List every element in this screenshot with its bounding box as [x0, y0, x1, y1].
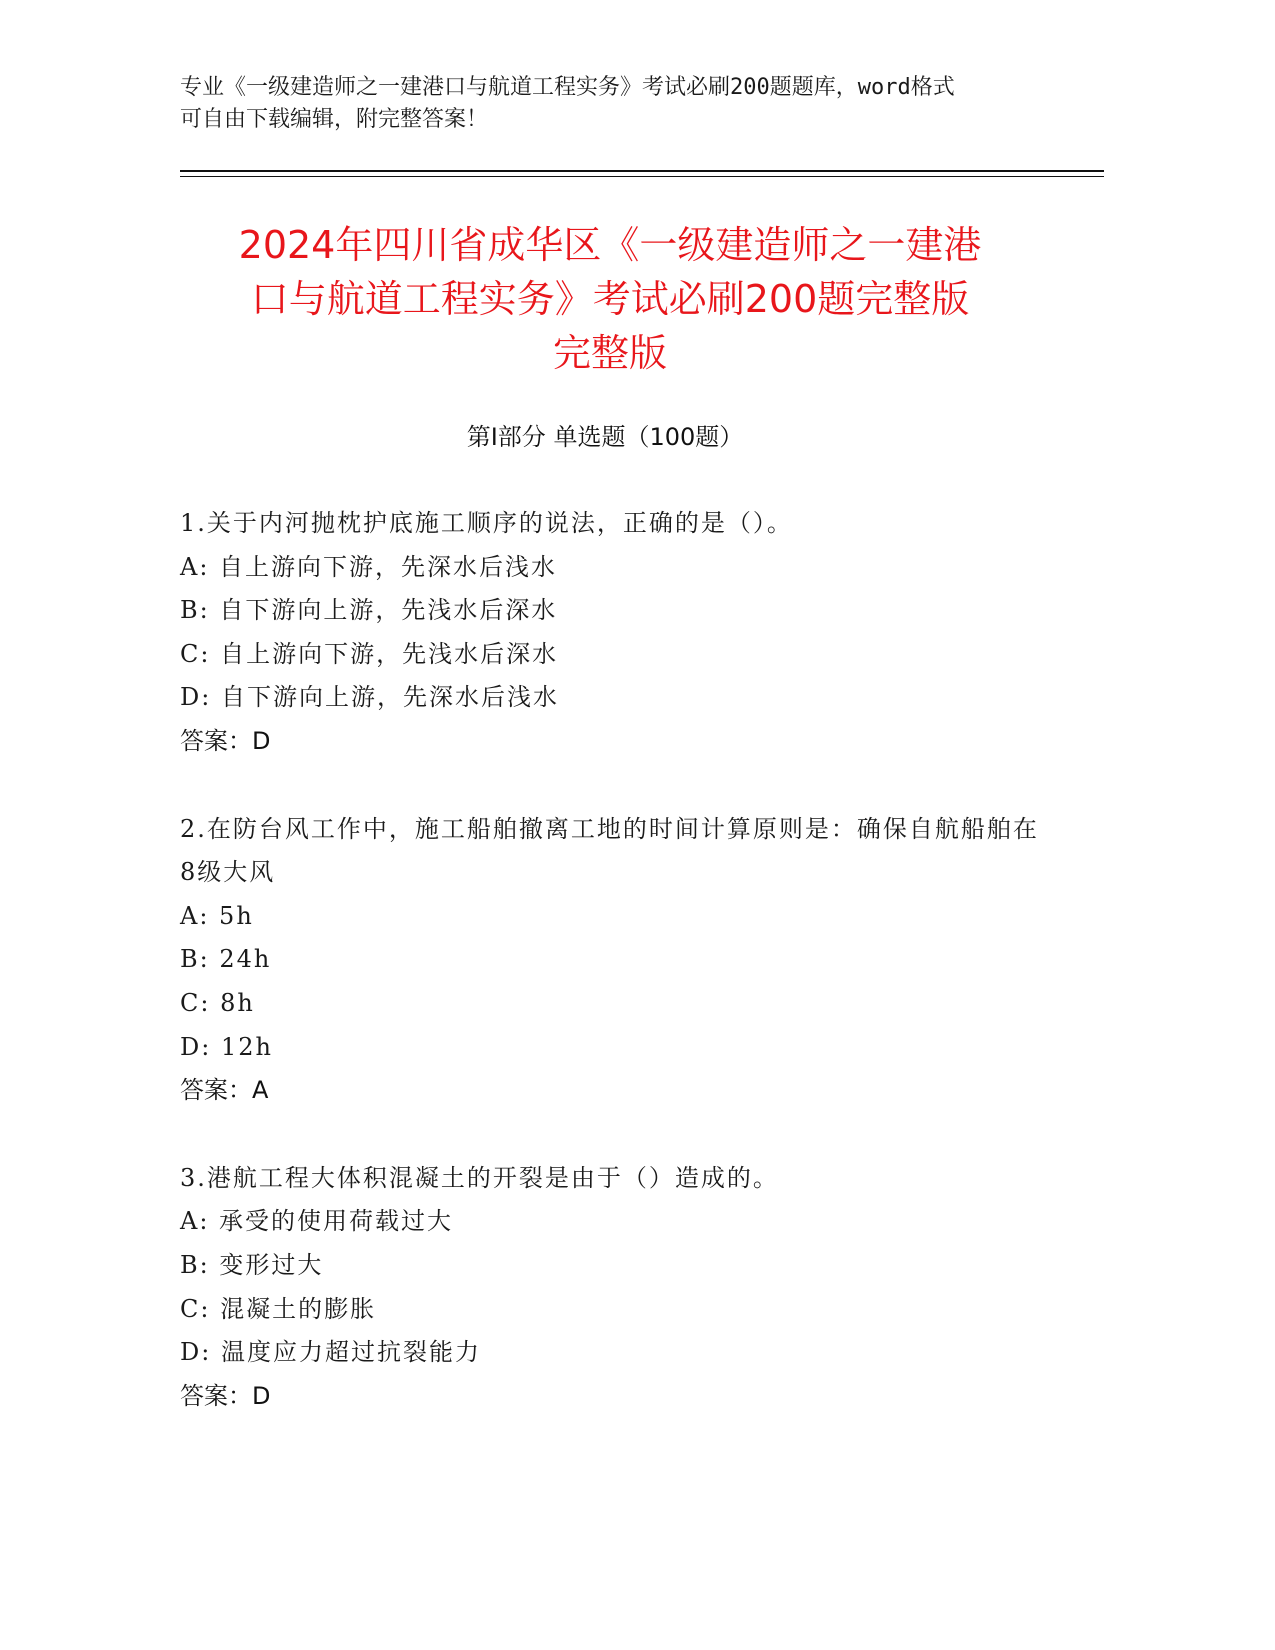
answer-key: 答案：D	[180, 726, 271, 755]
document-title	[160, 218, 1060, 380]
question-stem: 2.在防台风工作中，施工船舶撤离工地的时间计算原则是：确保自航船舶在8级大风	[180, 814, 1039, 887]
option-d: D: 温度应力超过抗裂能力	[180, 1338, 481, 1367]
question-2	[180, 808, 1040, 1113]
question-1	[180, 502, 1040, 764]
question-list	[180, 502, 1040, 1462]
option-d: D: 自下游向上游，先深水后浅水	[180, 683, 559, 712]
option-b: B: 自下游向上游，先浅水后深水	[180, 596, 558, 625]
option-b: B: 24h	[180, 945, 272, 974]
document-title-line-1: 2024年四川省成华区《一级建造师之一建港	[238, 223, 982, 267]
option-c: C: 混凝土的膨胀	[180, 1294, 377, 1323]
option-c: C: 8h	[180, 988, 255, 1017]
question-stem: 1.关于内河抛枕护底施工顺序的说法，正确的是（）。	[180, 509, 793, 537]
header-divider-thin	[180, 176, 1104, 177]
answer-key: 答案：A	[180, 1076, 269, 1105]
question-3	[180, 1157, 1040, 1419]
document-title-line-2: 口与航道工程实务》考试必刷200题完整版	[250, 277, 970, 321]
header-note-line-1: 专业《一级建造师之一建港口与航道工程实务》考试必刷200题题库，word格式	[180, 75, 955, 100]
header-divider-thick	[180, 170, 1104, 172]
option-a: A: 承受的使用荷载过大	[180, 1207, 454, 1236]
option-b: B: 变形过大	[180, 1250, 324, 1279]
section-title: 第Ⅰ部分 单选题（100题）	[466, 423, 744, 451]
answer-key: 答案：D	[180, 1381, 271, 1410]
option-c: C: 自上游向下游，先浅水后深水	[180, 639, 559, 668]
option-d: D: 12h	[180, 1032, 273, 1061]
header-note	[180, 72, 1040, 136]
document-title-line-3: 完整版	[552, 331, 667, 375]
header-note-line-2: 可自由下载编辑，附完整答案！	[180, 107, 489, 132]
option-a: A: 5h	[180, 901, 254, 930]
question-stem: 3.港航工程大体积混凝土的开裂是由于（）造成的。	[180, 1163, 779, 1192]
option-a: A: 自上游向下游，先深水后浅水	[180, 552, 558, 581]
